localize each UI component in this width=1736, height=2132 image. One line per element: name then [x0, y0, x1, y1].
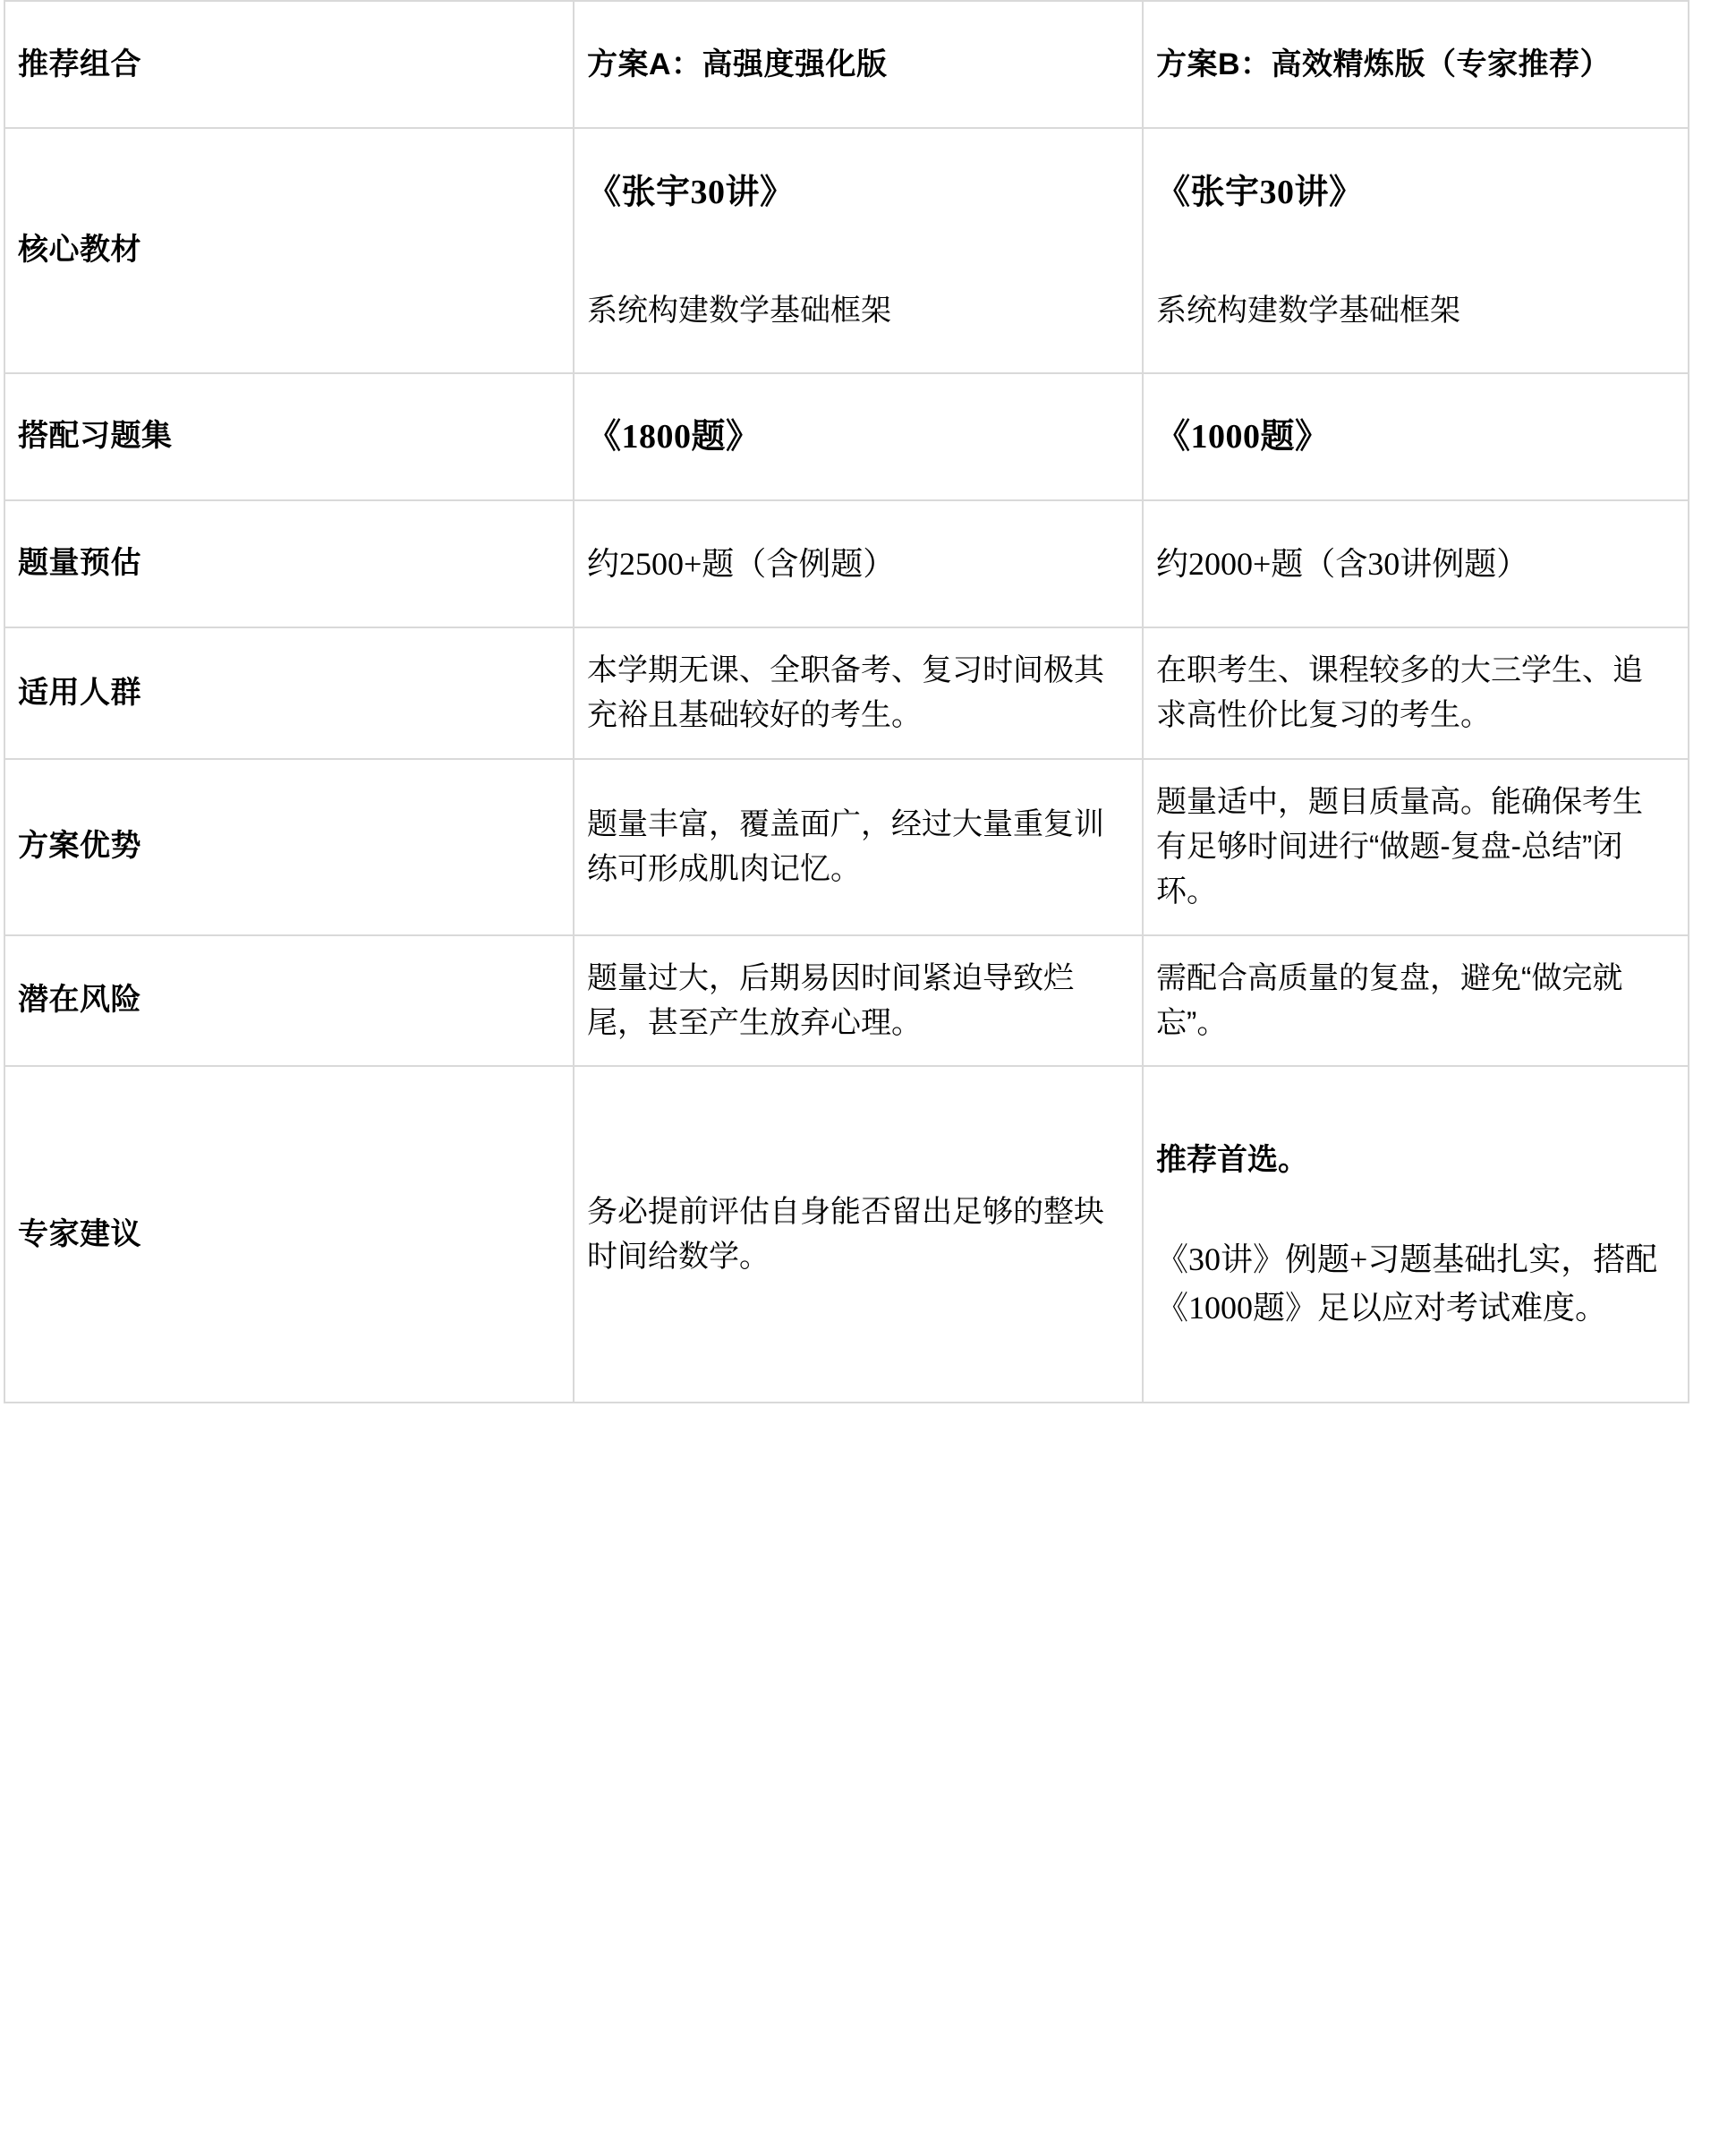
row-label-question-count: 题量预估 — [4, 500, 574, 627]
table-row — [4, 500, 1689, 627]
cell-desc: 《30讲》例题+习题基础扎实，搭配《1000题》足以应对考试难度。 — [1156, 1241, 1658, 1326]
cell-expert-advice-plan-b — [1143, 1066, 1689, 1403]
row-label-problem-set: 搭配习题集 — [4, 373, 574, 500]
cell-core-textbook-plan-b — [1143, 128, 1689, 373]
row-label-target-audience: 适用人群 — [4, 627, 574, 759]
cell-desc: 题量丰富，覆盖面广，经过大量重复训练可形成肌肉记忆。 — [587, 806, 1104, 887]
cell-title: 《1000题》 — [1156, 417, 1330, 456]
cell-desc: 题量过大，后期易因时间紧迫导致烂尾，甚至产生放弃心理。 — [587, 960, 1074, 1040]
cell-target-audience-plan-a — [574, 627, 1143, 759]
table-row — [4, 935, 1689, 1067]
cell-title: 《1800题》 — [587, 417, 761, 456]
cell-advantages-plan-b — [1143, 759, 1689, 935]
cell-core-textbook-plan-a — [574, 128, 1143, 373]
spacer — [587, 218, 1119, 288]
table-row — [4, 627, 1689, 759]
cell-risks-plan-b — [1143, 935, 1689, 1067]
cell-question-count-plan-a — [574, 500, 1143, 627]
cell-title: 推荐首选。 — [1156, 1142, 1308, 1177]
row-label-core-textbook: 核心教材 — [4, 128, 574, 373]
cell-desc: 约2500+题（含例题） — [587, 546, 896, 582]
column-header-2: 方案B：高效精炼版（专家推荐） — [1156, 47, 1612, 81]
cell-target-audience-plan-b — [1143, 627, 1689, 759]
cell-desc: 需配合高质量的复盘，避免“做完就忘”。 — [1156, 960, 1623, 1040]
table-row — [4, 373, 1689, 500]
spacer — [1156, 218, 1664, 288]
spacer — [1156, 1183, 1664, 1235]
cell-problem-set-plan-b — [1143, 373, 1689, 500]
cell-desc: 务必提前评估自身能否留出足够的整块时间给数学。 — [587, 1194, 1104, 1275]
cell-risks-plan-a — [574, 935, 1143, 1067]
cell-desc: 本学期无课、全职备考、复习时间极其充裕且基础较好的考生。 — [587, 653, 1104, 733]
comparison-table — [4, 0, 1689, 1403]
table-row — [4, 1066, 1689, 1403]
cell-problem-set-plan-a — [574, 373, 1143, 500]
table-row — [4, 128, 1689, 373]
cell-desc: 系统构建数学基础框架 — [587, 294, 891, 328]
column-header-0: 推荐组合 — [18, 47, 141, 81]
cell-advantages-plan-a — [574, 759, 1143, 935]
cell-question-count-plan-b — [1143, 500, 1689, 627]
row-label-expert-advice: 专家建议 — [4, 1066, 574, 1403]
table-header-row — [4, 1, 1689, 128]
table-header-cell-label — [4, 1, 574, 128]
table-header-cell-plan-b — [1143, 1, 1689, 128]
table-header-cell-plan-a — [574, 1, 1143, 128]
cell-desc: 系统构建数学基础框架 — [1156, 294, 1460, 328]
cell-expert-advice-plan-a — [574, 1066, 1143, 1403]
cell-desc: 题量适中，题目质量高。能确保考生有足够时间进行“做题-复盘-总结”闭环。 — [1156, 784, 1643, 909]
column-header-1: 方案A：高强度强化版 — [587, 47, 888, 81]
row-label-advantages: 方案优势 — [4, 759, 574, 935]
cell-desc: 在职考生、课程较多的大三学生、追求高性价比复习的考生。 — [1156, 653, 1643, 733]
table-row — [4, 759, 1689, 935]
cell-desc: 约2000+题（含30讲例题） — [1156, 546, 1529, 582]
cell-title: 《张宇30讲》 — [1156, 174, 1364, 212]
row-label-risks: 潜在风险 — [4, 935, 574, 1067]
cell-title: 《张宇30讲》 — [587, 174, 795, 212]
